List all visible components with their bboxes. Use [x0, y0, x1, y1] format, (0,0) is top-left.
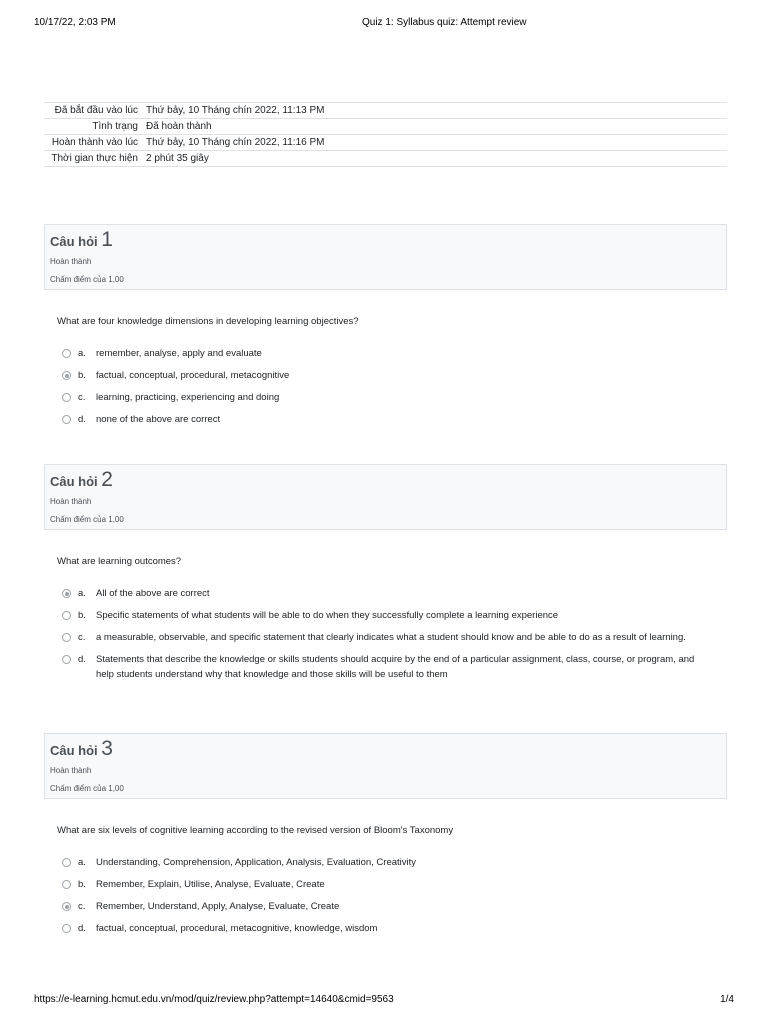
answer-option[interactable]	[62, 652, 712, 682]
question-grade: Chấm điểm của 1,00	[50, 515, 124, 524]
answer-option[interactable]	[62, 921, 712, 936]
question-label: Câu hỏi	[50, 743, 98, 758]
summary-label: Hoàn thành vào lúc	[51, 137, 138, 148]
answer-text: Understanding, Comprehension, Application, Analysis, Evaluation, Creativity	[96, 857, 417, 868]
radio-icon[interactable]	[62, 880, 71, 889]
answer-letter: b.	[78, 879, 86, 890]
answer-text: remember, analyse, apply and evaluate	[96, 348, 262, 359]
radio-icon[interactable]	[62, 393, 71, 402]
question-1-info	[44, 224, 727, 290]
summary-label: Tình trạng	[92, 121, 138, 132]
print-page-number: 1/4	[720, 994, 734, 1005]
question-1-text: What are four knowledge dimensions in developing learning objectives?	[57, 316, 359, 327]
answer-option-selected[interactable]	[62, 899, 712, 914]
answer-letter: a.	[78, 348, 86, 359]
answer-option[interactable]	[62, 855, 712, 870]
summary-value: Thứ bảy, 10 Tháng chín 2022, 11:16 PM	[146, 137, 325, 148]
question-2-text: What are learning outcomes?	[57, 556, 182, 567]
question-state: Hoàn thành	[50, 497, 92, 506]
summary-row-duration	[44, 151, 727, 167]
answer-text: none of the above are correct	[96, 414, 221, 425]
radio-icon[interactable]	[62, 415, 71, 424]
answer-letter: c.	[78, 392, 86, 403]
answer-text: factual, conceptual, procedural, metacognitive, knowledge, wisdom	[96, 923, 378, 934]
answer-option[interactable]	[62, 346, 712, 361]
question-number	[50, 228, 721, 254]
attempt-summary-table	[44, 102, 727, 167]
answer-letter: b.	[78, 610, 86, 621]
summary-label: Đã bắt đầu vào lúc	[54, 105, 138, 116]
question-label: Câu hỏi	[50, 474, 98, 489]
question-number-value: 3	[101, 737, 113, 760]
answer-option[interactable]	[62, 630, 712, 645]
answer-option-selected[interactable]	[62, 586, 712, 601]
question-state: Hoàn thành	[50, 257, 92, 266]
summary-row-started	[44, 103, 727, 119]
answer-option-selected[interactable]	[62, 368, 712, 383]
question-1-answers	[62, 346, 712, 427]
answer-option[interactable]	[62, 412, 712, 427]
radio-icon[interactable]	[62, 633, 71, 642]
question-label: Câu hỏi	[50, 234, 98, 249]
summary-row-state	[44, 119, 727, 135]
print-header	[34, 17, 734, 31]
answer-letter: c.	[78, 901, 86, 912]
question-number	[50, 737, 721, 763]
print-footer	[34, 994, 734, 1008]
radio-selected-icon[interactable]	[62, 371, 71, 380]
question-grade: Chấm điểm của 1,00	[50, 275, 124, 284]
answer-letter: c.	[78, 632, 86, 643]
answer-letter: d.	[78, 923, 86, 934]
answer-letter: a.	[78, 857, 86, 868]
radio-selected-icon[interactable]	[62, 902, 71, 911]
answer-text: Remember, Understand, Apply, Analyse, Evaluate, Create	[96, 901, 340, 912]
answer-text: learning, practicing, experiencing and doing	[96, 392, 280, 403]
print-url: https://e-learning.hcmut.edu.vn/mod/quiz/review.php?attempt=14640&cmid=9563	[34, 994, 394, 1005]
question-number-value: 2	[101, 468, 113, 491]
answer-text: a measurable, observable, and specific statement that clearly indicates what a student should know and be able to do as a result of learning.	[96, 632, 686, 643]
question-number-value: 1	[101, 228, 113, 251]
print-page-title: Quiz 1: Syllabus quiz: Attempt review	[362, 17, 527, 28]
radio-selected-icon[interactable]	[62, 589, 71, 598]
answer-letter: d.	[78, 654, 86, 665]
radio-icon[interactable]	[62, 924, 71, 933]
answer-text: Remember, Explain, Utilise, Analyse, Evaluate, Create	[96, 879, 325, 890]
question-3-answers	[62, 855, 712, 936]
answer-letter: b.	[78, 370, 86, 381]
answer-text: All of the above are correct	[96, 588, 210, 599]
answer-text: factual, conceptual, procedural, metacognitive	[96, 370, 290, 381]
question-2-info	[44, 464, 727, 530]
answer-text: Specific statements of what students will be able to do when they successfully complete a learning experience	[96, 610, 559, 621]
summary-row-completed	[44, 135, 727, 151]
question-state: Hoàn thành	[50, 766, 92, 775]
answer-option[interactable]	[62, 877, 712, 892]
radio-icon[interactable]	[62, 655, 71, 664]
answer-letter: d.	[78, 414, 86, 425]
summary-value: Thứ bảy, 10 Tháng chín 2022, 11:13 PM	[146, 105, 325, 116]
answer-option[interactable]	[62, 390, 712, 405]
answer-option[interactable]	[62, 608, 712, 623]
summary-value: Đã hoàn thành	[146, 121, 212, 132]
print-timestamp: 10/17/22, 2:03 PM	[34, 17, 116, 28]
question-3-info	[44, 733, 727, 799]
question-grade: Chấm điểm của 1,00	[50, 784, 124, 793]
radio-icon[interactable]	[62, 349, 71, 358]
question-3-text: What are six levels of cognitive learning according to the revised version of Bloom's Taxonomy	[57, 825, 454, 836]
radio-icon[interactable]	[62, 611, 71, 620]
summary-value: 2 phút 35 giây	[146, 153, 209, 164]
question-2-answers	[62, 586, 712, 682]
answer-text: Statements that describe the knowledge or skills students should acquire by the end of a particular assignment, class, course, or program, and help students understand why that knowledge and those skills will be useful to them	[96, 654, 695, 680]
summary-label: Thời gian thực hiện	[51, 153, 138, 164]
answer-letter: a.	[78, 588, 86, 599]
question-number	[50, 468, 721, 494]
radio-icon[interactable]	[62, 858, 71, 867]
